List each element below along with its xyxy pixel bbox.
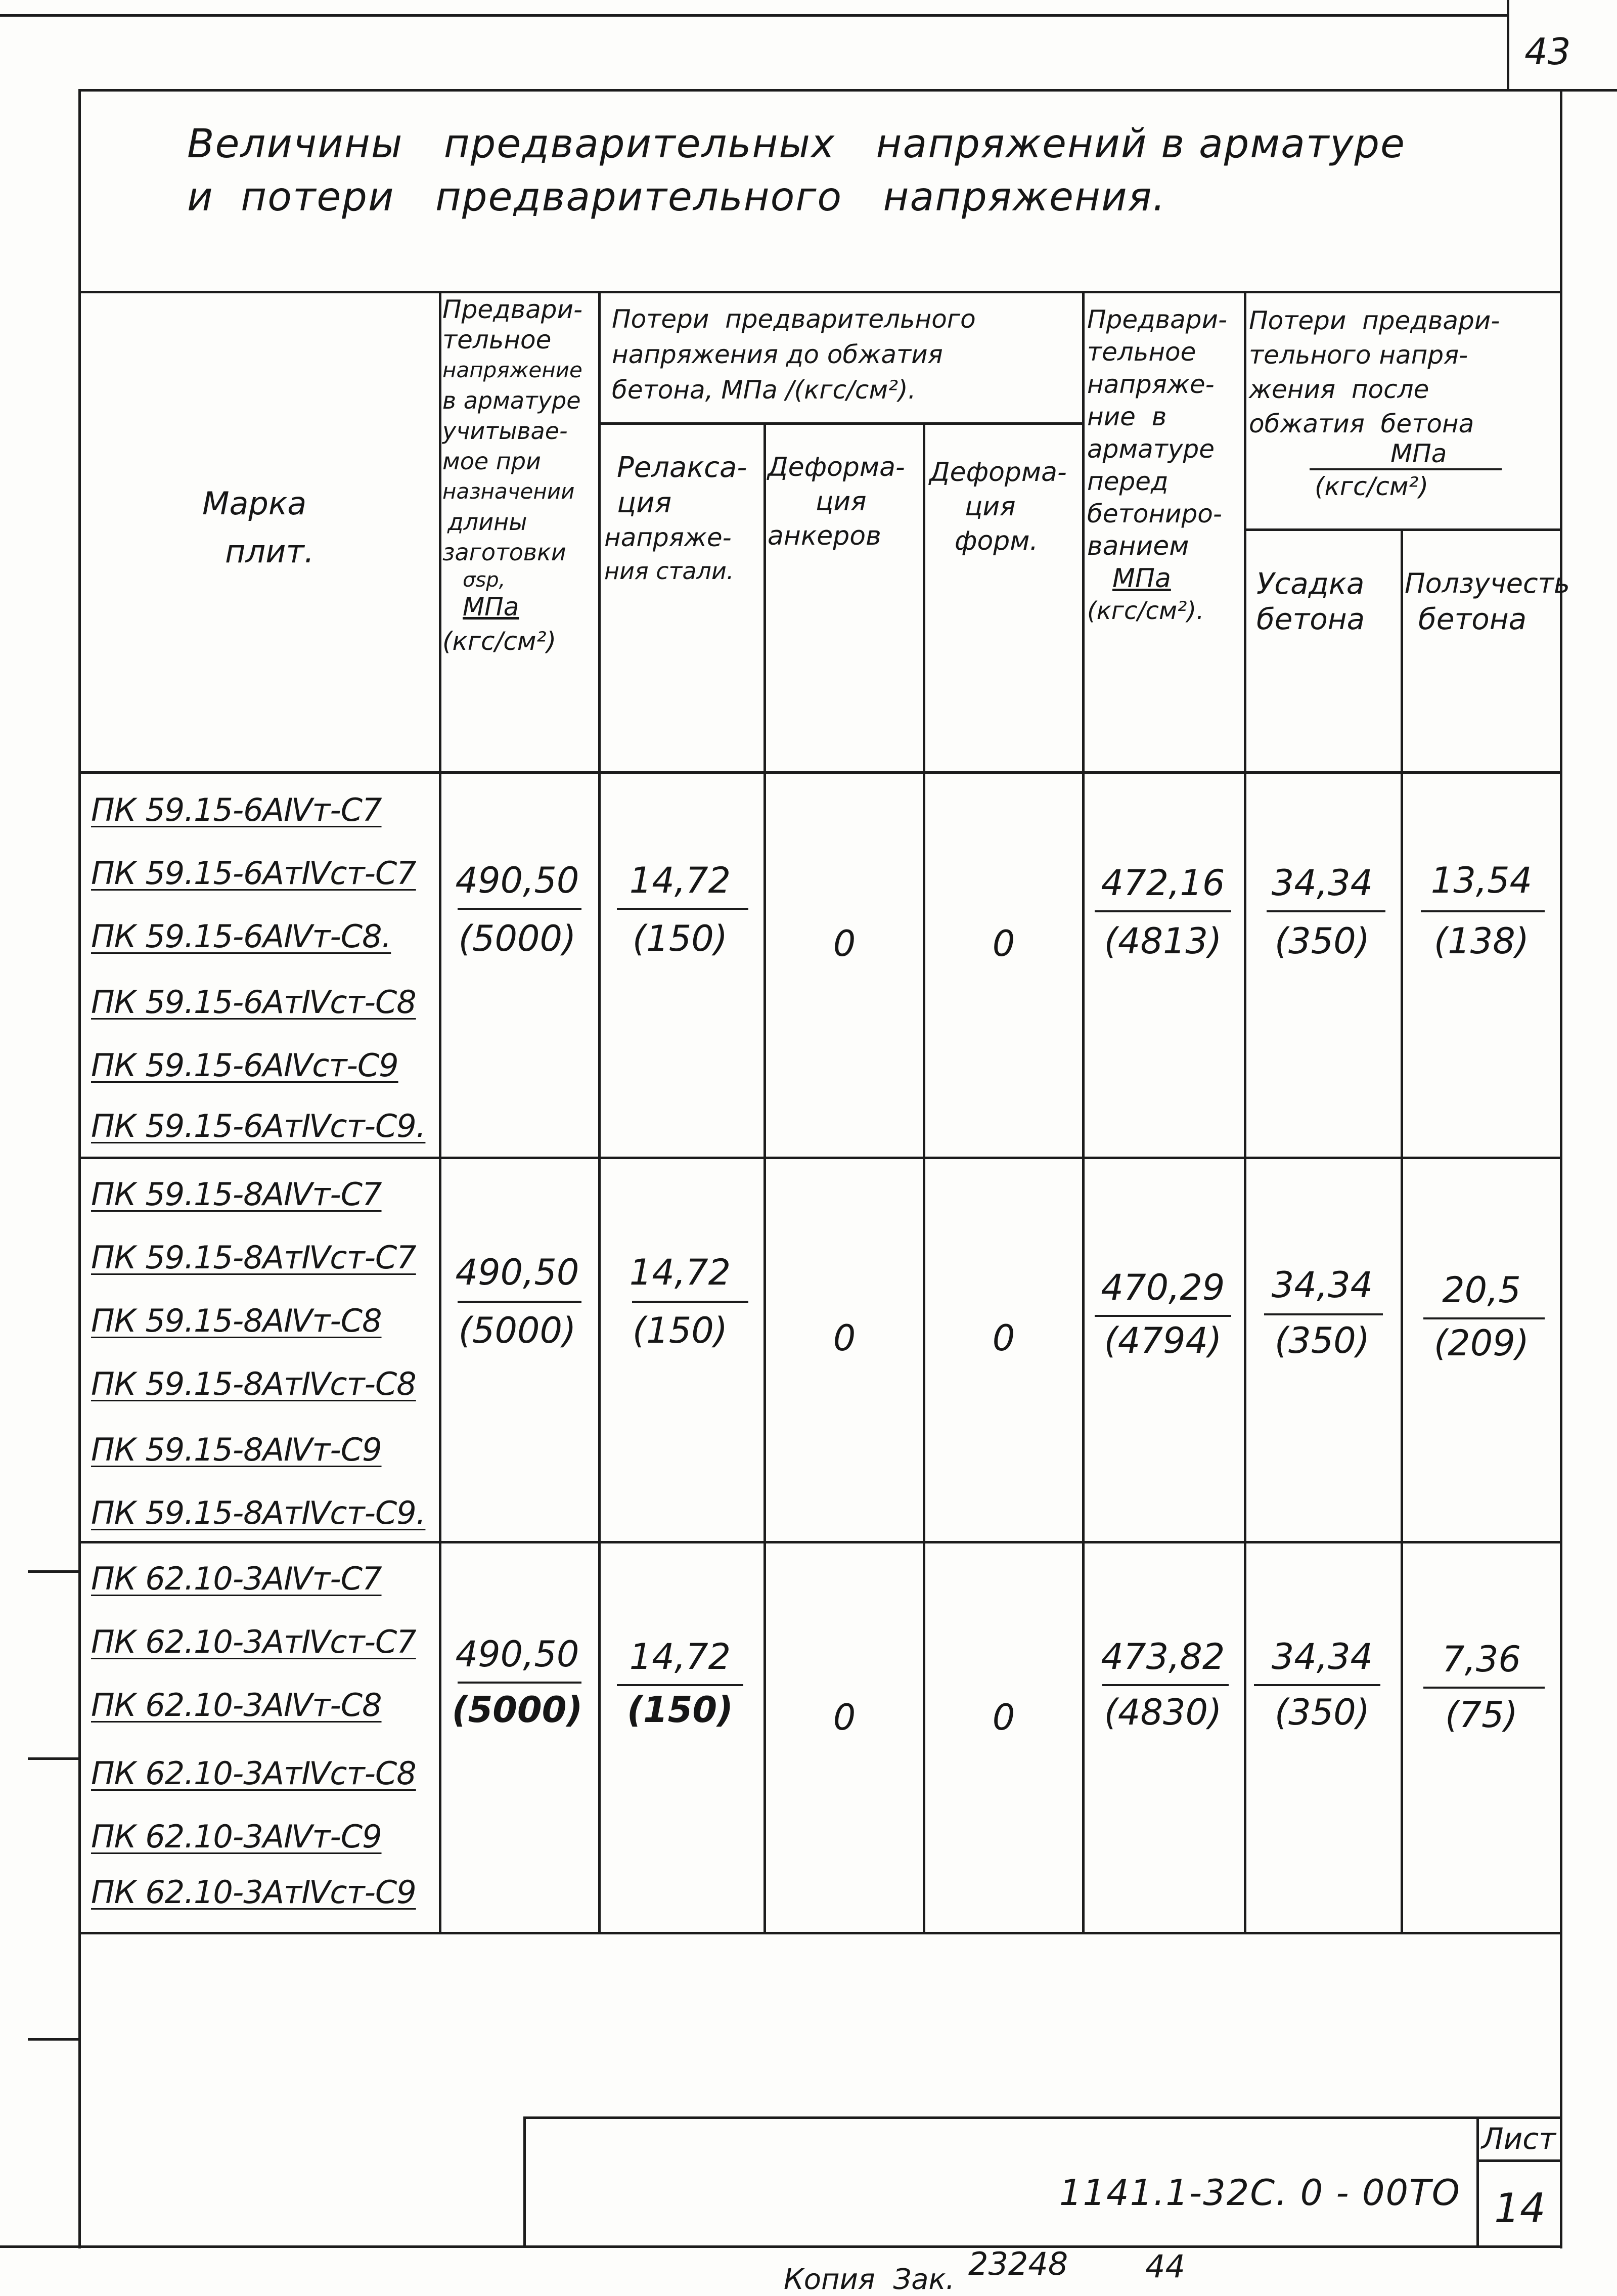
header-prestress-before-l10: (кгс/см²). — [1087, 597, 1204, 625]
g1-prestress-before-bar — [1095, 910, 1231, 912]
header-shrinkage-1: Усадка — [1256, 566, 1365, 601]
mark-g3-3: ПК 62.10-3АⅣт-С8 — [91, 1687, 382, 1724]
col-divider-4 — [923, 422, 925, 1934]
margin-tick-2 — [28, 1757, 81, 1760]
g2-prestress-before-bar — [1095, 1315, 1231, 1317]
header-prestress-before-l1: Предвари- — [1087, 305, 1228, 334]
mark-g2-1: ПК 59.15-8АⅣт-С7 — [91, 1176, 382, 1213]
g2-prestress-kgf: (5000) — [458, 1310, 576, 1351]
frame-right — [1560, 89, 1562, 2248]
header-creep-2: бетона — [1418, 602, 1527, 636]
g1-creep-kgf: (138) — [1433, 920, 1530, 962]
g3-prestress-before-bar — [1102, 1684, 1229, 1686]
col-divider-7 — [1401, 528, 1403, 1934]
mark-g2-2: ПК 59.15-8АтⅣст-С7 — [91, 1239, 416, 1276]
header-form-def-l1: Деформа- — [929, 457, 1067, 488]
stamp-top-rule — [523, 2116, 1562, 2119]
stamp-left-rule — [523, 2116, 526, 2248]
g3-form-def: 0 — [992, 1697, 1015, 1738]
header-losses-before-l2: напряжения до обжатия — [612, 340, 943, 369]
group-1-bottom-rule — [78, 1157, 1562, 1159]
g2-shrinkage-kgf: (350) — [1274, 1320, 1370, 1361]
header-form-def — [929, 455, 1081, 558]
g1-prestress-bar — [458, 908, 581, 910]
g2-anchor-def: 0 — [833, 1317, 856, 1359]
document-code: 1141.1-32С. 0 - 00ТО — [1059, 2172, 1461, 2214]
g3-prestress-bar — [458, 1682, 581, 1684]
mark-g1-4: ПК 59.15-6АтⅣст-С8 — [91, 984, 416, 1021]
header-losses-after — [1249, 303, 1560, 501]
g1-prestress-before-kgf: (4813) — [1104, 920, 1222, 962]
header-anchor-def-l1: Деформа- — [768, 452, 905, 482]
g3-relaxation-kgf: (150) — [626, 1689, 734, 1731]
header-prestress-before-l6: перед — [1087, 467, 1169, 496]
header-losses-after-l1: Потери предвари- — [1249, 306, 1500, 335]
header-losses-before-l3: бетона, МПа /(кгс/см²). — [612, 375, 916, 405]
margin-tick-3 — [28, 2038, 81, 2041]
header-prestress-l9: заготовки — [442, 539, 566, 566]
g3-creep-kgf: (75) — [1445, 1694, 1518, 1736]
header-relaxation-l1: Релакса- — [617, 451, 747, 484]
header-anchor-def-l2: ция — [816, 487, 867, 517]
g3-creep-bar — [1423, 1687, 1545, 1689]
g1-creep-mpa: 13,54 — [1430, 860, 1533, 901]
header-anchor-def-l3: анкеров — [768, 521, 881, 551]
header-prestress-before — [1087, 303, 1241, 627]
col-divider-2 — [598, 291, 601, 1934]
g2-relaxation-bar — [632, 1301, 748, 1303]
title-line-2: и потери предварительного напряжения. — [187, 174, 1166, 220]
g1-shrinkage-bar — [1267, 910, 1385, 912]
margin-tick-1 — [28, 1570, 81, 1573]
g3-shrinkage-mpa: 34,34 — [1271, 1636, 1373, 1677]
g1-shrinkage-kgf: (350) — [1274, 920, 1370, 962]
header-losses-after-l6: (кгс/см²) — [1315, 472, 1429, 501]
col-divider-3 — [763, 422, 766, 1934]
header-form-def-l2: ция — [965, 492, 1016, 522]
mark-g2-5: ПК 59.15-8АⅣт-С9 — [91, 1431, 382, 1468]
header-prestress-l5: учитывае- — [442, 417, 568, 445]
g1-form-def: 0 — [992, 923, 1015, 964]
mark-g3-6: ПК 62.10-3АтⅣст-С9 — [91, 1874, 416, 1911]
header-relaxation-l2: ция — [617, 487, 672, 519]
mark-g2-6: ПК 59.15-8АтⅣст-С9. — [91, 1494, 426, 1531]
g2-prestress-before-kgf: (4794) — [1104, 1320, 1222, 1361]
header-prestress-before-l7: бетониро- — [1087, 499, 1222, 528]
table-bottom-rule — [78, 1932, 1562, 1934]
frame-top — [78, 89, 1562, 92]
header-prestress-before-l9: МПа — [1112, 563, 1171, 594]
g3-shrinkage-bar — [1254, 1684, 1380, 1686]
g1-anchor-def: 0 — [833, 923, 856, 964]
mark-g3-1: ПК 62.10-3АⅣт-С7 — [91, 1560, 382, 1597]
g1-shrinkage-mpa: 34,34 — [1271, 862, 1373, 904]
header-losses-after-l3: жения после — [1249, 375, 1429, 404]
g3-creep-mpa: 7,36 — [1442, 1639, 1521, 1680]
header-prestress-l11: МПа — [463, 592, 519, 622]
g3-prestress-mpa: 490,50 — [455, 1633, 579, 1675]
header-prestress-before-l2: тельное — [1087, 337, 1196, 367]
g3-prestress-before-mpa: 473,82 — [1101, 1636, 1225, 1677]
header-prestress-l10: σsp, — [463, 568, 506, 592]
mark-g3-5: ПК 62.10-3АⅣт-С9 — [91, 1818, 382, 1855]
header-prestress-before-l5: арматуре — [1087, 434, 1215, 464]
losses-before-subrule — [598, 422, 1082, 425]
mark-g1-2: ПК 59.15-6АтⅣст-С7 — [91, 855, 416, 892]
g1-prestress-kgf: (5000) — [458, 918, 576, 959]
frame-bottom — [0, 2245, 1562, 2248]
g2-prestress-bar — [458, 1301, 581, 1303]
g1-relaxation-bar — [617, 908, 748, 910]
mark-g1-1: ПК 59.15-6АⅣт-С7 — [91, 791, 382, 828]
header-prestress-before-l8: ванием — [1087, 531, 1189, 561]
g2-prestress-before-mpa: 470,29 — [1101, 1267, 1225, 1308]
stamp-sheet-divider — [1476, 2116, 1479, 2248]
header-prestress-l7: назначении — [442, 479, 575, 504]
header-prestress-l6: мое при — [442, 448, 541, 475]
g2-relaxation-mpa: 14,72 — [629, 1252, 731, 1293]
col-divider-1 — [439, 291, 441, 1934]
header-prestress-l4: в арматуре — [442, 387, 581, 414]
losses-after-subrule — [1244, 528, 1562, 531]
g2-form-def: 0 — [992, 1317, 1015, 1359]
header-losses-after-fraction-bar — [1310, 468, 1502, 470]
header-losses-before-l1: Потери предварительного — [612, 304, 976, 334]
header-losses-after-l5: МПа — [1390, 439, 1447, 468]
col-divider-6 — [1244, 291, 1246, 1934]
header-prestress — [442, 294, 597, 661]
g2-creep-mpa: 20,5 — [1442, 1269, 1521, 1311]
page-number-box-left — [1507, 0, 1509, 91]
g3-relaxation-mpa: 14,72 — [629, 1636, 731, 1677]
header-losses-after-l2: тельного напря- — [1249, 340, 1468, 370]
title-line-1: Величины предварительных напряжений в арматуре — [187, 121, 1406, 167]
mark-g1-3: ПК 59.15-6АⅣт-С8. — [91, 918, 391, 955]
table-top-rule — [78, 291, 1562, 293]
g3-prestress-before-kgf: (4830) — [1104, 1692, 1222, 1733]
g2-creep-bar — [1423, 1317, 1545, 1319]
stamp-sheet-rule — [1476, 2159, 1562, 2162]
group-2-bottom-rule — [78, 1541, 1562, 1543]
header-relaxation-l4: ния стали. — [604, 557, 734, 585]
g2-shrinkage-mpa: 34,34 — [1271, 1264, 1373, 1306]
header-bottom-rule — [78, 771, 1562, 774]
g3-anchor-def: 0 — [833, 1697, 856, 1738]
header-anchor-def — [768, 450, 919, 553]
page-reference: 44 — [1145, 2248, 1185, 2285]
mark-g2-4: ПК 59.15-8АтⅣст-С8 — [91, 1365, 416, 1402]
header-prestress-l12: (кгс/см²) — [442, 627, 557, 656]
g1-relaxation-kgf: (150) — [632, 918, 728, 959]
sheet-number: 14 — [1494, 2185, 1546, 2232]
header-mark-2: плит. — [225, 533, 315, 570]
g1-prestress-before-mpa: 472,16 — [1101, 862, 1225, 904]
g2-creep-kgf: (209) — [1433, 1322, 1530, 1364]
mark-g3-2: ПК 62.10-3АтⅣст-С7 — [91, 1623, 416, 1660]
frame-left — [78, 89, 81, 2248]
header-creep-1: Ползучесть — [1405, 567, 1570, 599]
sheet-label: Лист — [1481, 2122, 1556, 2156]
header-prestress-before-l4: ние в — [1087, 402, 1167, 431]
header-losses-after-l4: обжатия бетона — [1249, 409, 1474, 438]
copy-label: Копия Зак. — [784, 2263, 955, 2296]
g1-prestress-mpa: 490,50 — [455, 860, 579, 901]
g1-creep-bar — [1421, 910, 1545, 912]
header-relaxation — [604, 450, 761, 588]
header-shrinkage-2: бетона — [1256, 602, 1365, 636]
mark-g1-5: ПК 59.15-6АⅣст-С9 — [91, 1047, 398, 1084]
mark-g1-6: ПК 59.15-6АтⅣст-С9. — [91, 1108, 426, 1144]
top-rule — [0, 14, 1507, 17]
page-number: 43 — [1524, 30, 1571, 73]
header-prestress-l3: напряжение — [442, 358, 582, 382]
header-prestress-l8: длины — [447, 508, 527, 536]
header-prestress-l1: Предвари- — [442, 295, 583, 324]
mark-g3-4: ПК 62.10-3АтⅣст-С8 — [91, 1755, 416, 1792]
header-prestress-l2: тельное — [442, 325, 552, 355]
g2-prestress-mpa: 490,50 — [455, 1252, 579, 1293]
header-prestress-before-l3: напряже- — [1087, 370, 1215, 399]
g2-shrinkage-bar — [1264, 1313, 1383, 1315]
col-divider-5 — [1082, 291, 1085, 1934]
header-form-def-l3: форм. — [955, 526, 1039, 556]
g2-relaxation-kgf: (150) — [632, 1310, 728, 1351]
header-relaxation-l3: напряже- — [604, 523, 732, 552]
order-number: 23248 — [968, 2245, 1068, 2282]
g3-prestress-kgf: (5000) — [452, 1689, 583, 1731]
g3-shrinkage-kgf: (350) — [1274, 1692, 1370, 1733]
g3-relaxation-bar — [617, 1684, 743, 1686]
mark-g2-3: ПК 59.15-8АⅣт-С8 — [91, 1302, 382, 1339]
g1-relaxation-mpa: 14,72 — [629, 860, 731, 901]
header-mark-1: Марка — [202, 485, 307, 522]
